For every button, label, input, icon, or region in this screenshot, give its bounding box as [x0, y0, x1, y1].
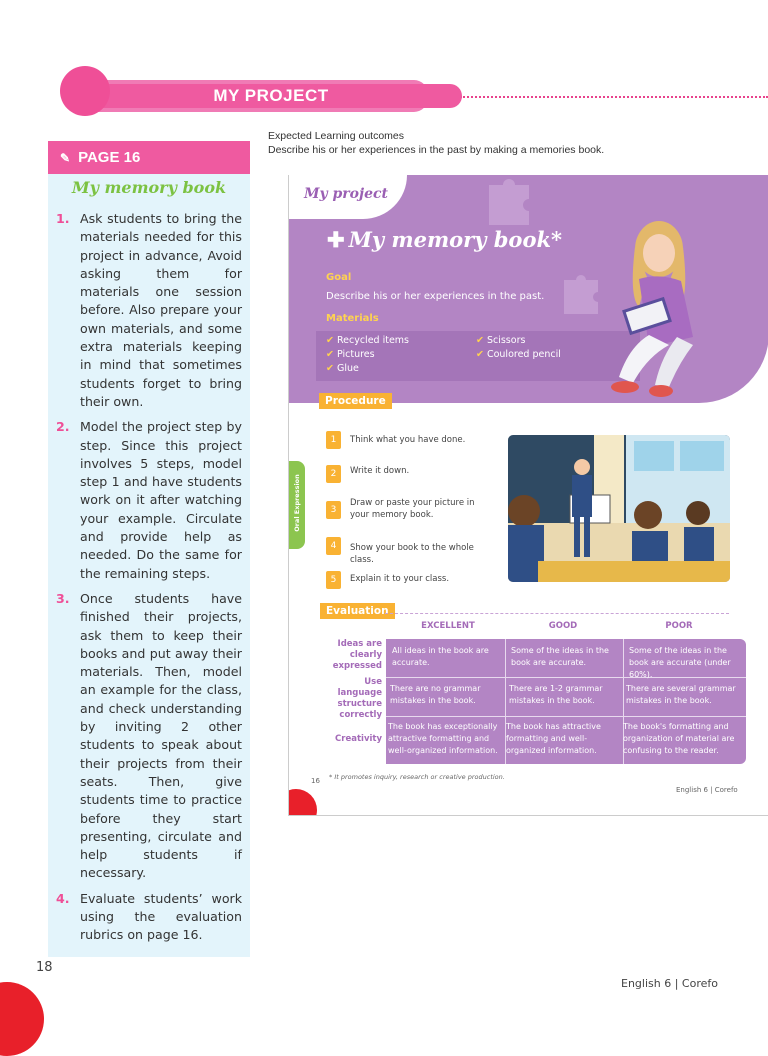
step-number: 2.	[56, 419, 70, 435]
footnote: * It promotes inquiry, research or creative production.	[329, 773, 505, 781]
page-number: 18	[36, 960, 53, 975]
puzzle-decoration	[479, 175, 539, 225]
eval-row-header: Use language structure correctly	[337, 677, 382, 720]
outcomes-text: Describe his or her experiences in the past by making a memories book.	[268, 144, 605, 156]
list-item	[56, 890, 242, 945]
student-book-page	[288, 175, 768, 816]
puzzle-icon: ✚	[327, 227, 345, 252]
step-text: Explain it to your class.	[350, 574, 450, 584]
check-icon: ✔	[326, 363, 334, 374]
material-text: Coulored pencil	[486, 349, 561, 360]
table-cell: The book has attractive formatting and well-organized information.	[506, 722, 601, 755]
eval-row-header: Ideas are clearly expressed	[332, 639, 382, 671]
book-title	[327, 227, 562, 252]
materials-label: Materials	[326, 313, 379, 324]
step-text: Once students have finished their projects, ask them to keep their books and put away their materials. Then, model an example for the class, and check understanding by inviting 2 other students to speak about their projects from their seats. Then, give students time to practice before they start presenting, circulate and help students if necessary.	[80, 590, 242, 881]
step-text: Ask students to bring the materials needed for this project in advance, Avoid asking them for materials one session before. Also prepare your own materials, and some extra materials keeping in mind that sometimes students forget to bring their own.	[80, 211, 242, 409]
table-cell: All ideas in the book are accurate.	[392, 646, 489, 667]
table-cell: There are no grammar mistakes in the book.	[390, 684, 481, 705]
table-cell: There are several grammar mistakes in the book.	[626, 684, 736, 705]
learning-outcomes	[268, 129, 604, 157]
table-cell: There are 1-2 grammar mistakes in the book.	[509, 684, 603, 705]
header-dotted-line	[460, 96, 768, 98]
procedure-label: Procedure	[319, 393, 392, 409]
material-item	[326, 363, 359, 374]
table-cell: Some of the ideas in the book are accurate (under 60%).	[629, 646, 731, 679]
table-cell: Some of the ideas in the book are accurate.	[511, 646, 609, 667]
check-icon: ✔	[326, 335, 334, 346]
list-item	[56, 418, 242, 583]
footer-brand: English 6 | Corefo	[621, 977, 718, 990]
material-text: Recycled items	[336, 335, 410, 346]
step-number: 1.	[56, 211, 70, 226]
girl-reading-illustration	[589, 217, 729, 407]
step-badge: 2	[326, 465, 341, 483]
material-item	[326, 349, 375, 360]
material-item	[476, 349, 561, 360]
eval-column-header: EXCELLENT	[421, 621, 475, 631]
oral-expression-text: Oral Expression	[293, 474, 301, 532]
step-text: Draw or paste your picture in your memory book.	[350, 498, 475, 520]
step-badge: 4	[326, 537, 341, 555]
corner-decoration	[0, 982, 44, 1056]
material-text: Pictures	[336, 349, 375, 360]
header-circle	[60, 66, 110, 116]
material-text: Scissors	[486, 335, 526, 346]
step-number: 4.	[56, 890, 70, 906]
book-title-text: My memory book*	[348, 227, 562, 252]
evaluation-divider	[385, 613, 729, 614]
step-badge: 1	[326, 431, 341, 449]
goal-text: Describe his or her experiences in the past.	[326, 291, 545, 302]
page-tab-label: PAGE 16	[78, 149, 141, 166]
step-number: 3.	[56, 590, 70, 606]
goal-label: Goal	[326, 272, 352, 283]
pencil-icon: ✎	[60, 151, 71, 165]
step-text: Evaluate students’ work using the evaluation rubrics on page 16.	[80, 890, 242, 943]
table-cell: The book has exceptionally attractive formatting and well-organized information.	[388, 722, 498, 755]
step-text: Show your book to the whole class.	[350, 543, 474, 565]
page-tab	[48, 141, 250, 174]
list-item	[56, 210, 242, 411]
eval-row-header: Creativity	[335, 734, 382, 744]
book-brand: English 6 | Corefo	[676, 786, 738, 794]
material-text: Glue	[336, 363, 359, 374]
table-cell: The book's formatting and organization of material are confusing to the reader.	[623, 722, 735, 755]
step-text: Think what you have done.	[350, 435, 466, 445]
book-page-number: 16	[311, 777, 320, 785]
oral-expression-tab	[289, 461, 305, 549]
eval-column-header: POOR	[665, 621, 693, 631]
teacher-steps-list	[56, 210, 242, 952]
material-item	[326, 335, 409, 346]
section-label-text: My project	[304, 186, 388, 202]
outcomes-heading: Expected Learning outcomes	[268, 130, 405, 142]
eval-column-header: GOOD	[548, 621, 578, 631]
material-item	[476, 335, 525, 346]
step-text: Write it down.	[350, 466, 410, 476]
list-item	[56, 590, 242, 883]
check-icon: ✔	[326, 349, 334, 360]
evaluation-label: Evaluation	[320, 603, 395, 619]
classroom-illustration	[508, 435, 730, 582]
header-title: MY PROJECT	[80, 84, 462, 108]
sidebar-subtitle: My memory book	[71, 178, 227, 197]
check-icon: ✔	[476, 335, 484, 346]
step-badge: 3	[326, 501, 341, 519]
step-text: Model the project step by step. Since this project involves 5 steps, model step 1 and have students work on it after watching your example. Circulate and provide help as needed. Do the same for the remaining steps.	[80, 419, 242, 581]
check-icon: ✔	[476, 349, 484, 360]
table-divider	[386, 716, 746, 717]
step-badge: 5	[326, 571, 341, 589]
book-corner-decoration	[288, 789, 317, 816]
